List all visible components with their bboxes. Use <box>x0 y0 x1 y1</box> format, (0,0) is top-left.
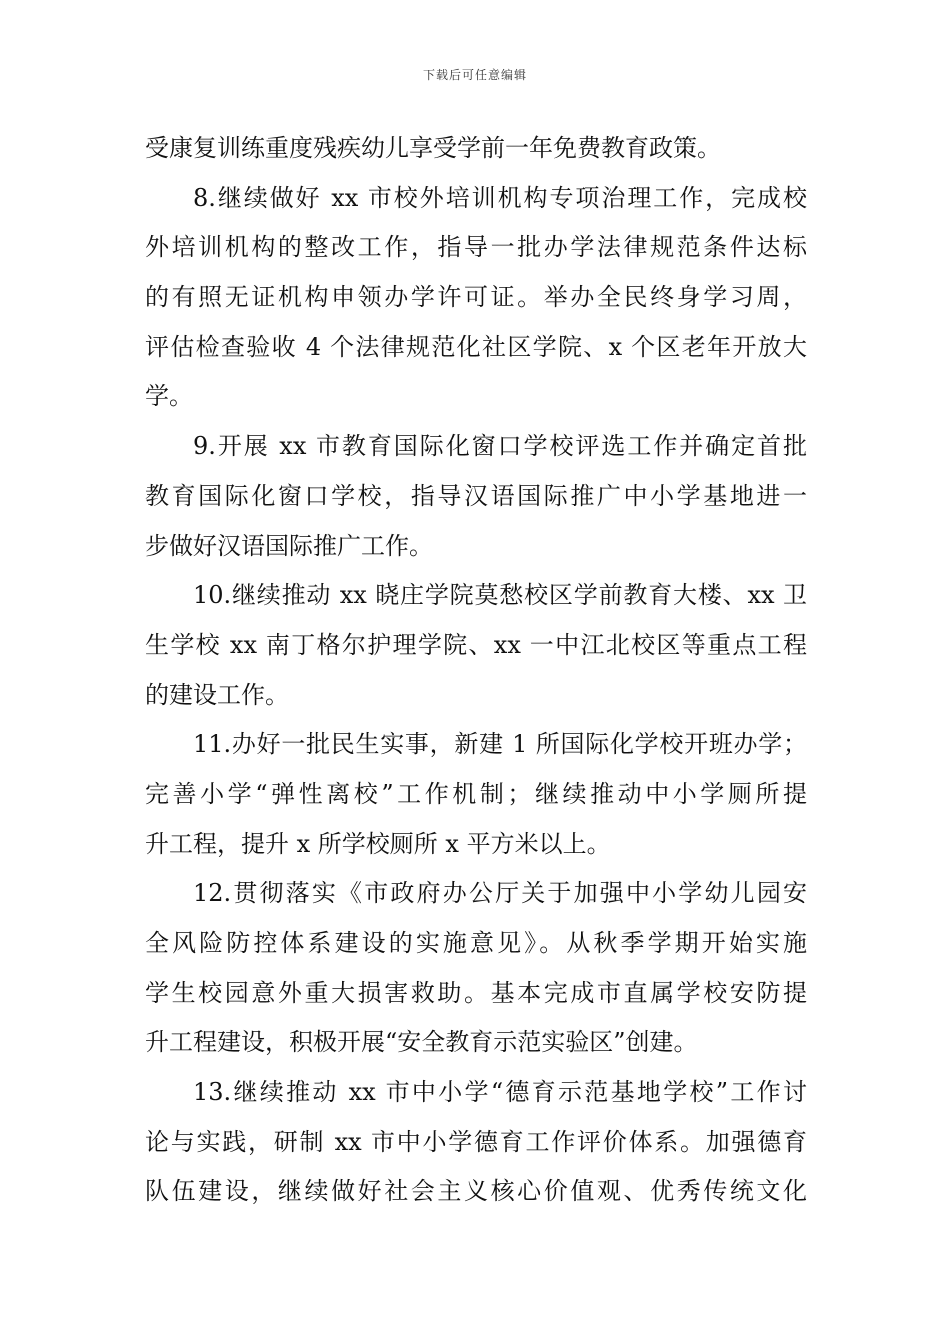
text-line: 外培训机构的整改工作，指导一批办学法律规范条件达标 <box>145 233 807 262</box>
text-line: 学。 <box>145 382 193 411</box>
text-line: 受康复训练重度残疾幼儿享受学前一年免费教育政策。 <box>145 134 721 162</box>
text-line: 9.开展 xx 市教育国际化窗口学校评选工作并确定首批 <box>193 432 807 461</box>
text-line: 12.贯彻落实《市政府办公厅关于加强中小学幼儿园安 <box>193 879 807 908</box>
document-body <box>145 124 807 1217</box>
text-line: 升工程建设，积极开展“安全教育示范实验区”创建。 <box>145 1028 698 1057</box>
text-line: 生学校 xx 南丁格尔护理学院、xx 一中江北校区等重点工程 <box>145 630 807 659</box>
text-line: 升工程，提升 x 所学校厕所 x 平方米以上。 <box>145 829 611 858</box>
text-line: 队伍建设，继续做好社会主义核心价值观、优秀传统文化 <box>145 1177 807 1206</box>
text-line: 学生校园意外重大损害救助。基本完成市直属学校安防提 <box>145 978 807 1007</box>
text-line: 的有照无证机构申领办学许可证。举办全民终身学习周， <box>145 283 807 312</box>
text-line: 全风险防控体系建设的实施意见》。从秋季学期开始实施 <box>145 929 807 957</box>
text-line: 论与实践，研制 xx 市中小学德育工作评价体系。加强德育 <box>145 1127 807 1156</box>
text-line: 13.继续推动 xx 市中小学“德育示范基地学校”工作讨 <box>193 1078 807 1107</box>
text-line: 完善小学“弹性离校”工作机制；继续推动中小学厕所提 <box>145 779 807 808</box>
text-line: 教育国际化窗口学校，指导汉语国际推广中小学基地进一 <box>145 481 807 510</box>
text-line: 8.继续做好 xx 市校外培训机构专项治理工作，完成校 <box>193 183 807 212</box>
text-line: 的建设工作。 <box>145 680 289 709</box>
text-line: 步做好汉语国际推广工作。 <box>145 531 433 560</box>
text-line: 10.继续推动 xx 晓庄学院莫愁校区学前教育大楼、xx 卫 <box>193 581 807 610</box>
text-line: 11.办好一批民生实事，新建 1 所国际化学校开班办学； <box>193 730 807 759</box>
text-line: 评估检查验收 4 个法律规范化社区学院、x 个区老年开放大 <box>145 332 807 361</box>
page-header: 下载后可任意编辑 <box>422 68 527 82</box>
